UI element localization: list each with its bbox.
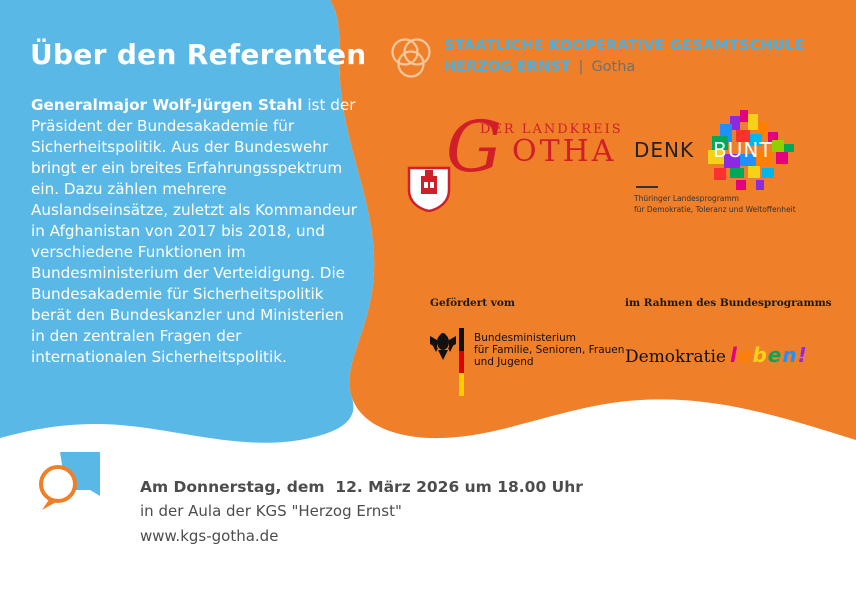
leben-letter: ! bbox=[797, 343, 808, 367]
ministry-line-3: und Jugend bbox=[474, 356, 534, 368]
denk-word: DENK bbox=[634, 138, 695, 162]
speaker-bio-text: ist der Präsident der Bundesakademie für Sicherheitspolitik. Aus der Bundeswehr bringt er ein breites Erfahrungsspektrum ein. Dazu zählen mehrere Auslandseinsätze, zuletzt als Kommandeur in Afghanistan von 2017 bis 2018, und verschiedene Funktionen im Bundesministerium der Verteidigung. Die Bundesakademie für Sicherheitspolitik berät den Bundeskanzler und Ministerien in den zentralen Fragen der internationalen Sicherheitspolitik. bbox=[31, 96, 357, 366]
leben-word bbox=[730, 343, 808, 367]
ministry-line-2: für Familie, Senioren, Frauen bbox=[474, 344, 625, 356]
ministry-line-1: Bundesministerium bbox=[474, 332, 576, 344]
school-short-name: HERZOG ERNST bbox=[444, 59, 571, 75]
page-title: Über den Referenten bbox=[30, 38, 367, 71]
school-name-line: STAATLICHE KOOPERATIVE GESAMTSCHULE bbox=[444, 38, 805, 54]
website-link[interactable]: www.kgs-gotha.de bbox=[140, 527, 279, 545]
leben-letter: e bbox=[737, 343, 753, 367]
leben-letter: b bbox=[752, 343, 768, 367]
denkbunt-caption-1: Thüringer Landesprogramm bbox=[634, 194, 739, 203]
school-city: Gotha bbox=[591, 59, 636, 75]
school-separator: | bbox=[578, 59, 584, 75]
bunt-word: BUNT bbox=[713, 138, 773, 162]
leben-letter: n bbox=[782, 343, 798, 367]
funding-label: Gefördert vom bbox=[430, 297, 515, 309]
leben-text bbox=[730, 343, 808, 367]
leben-letter: l bbox=[730, 343, 738, 367]
school-subline bbox=[444, 59, 635, 75]
demokratie-word: Demokratie bbox=[625, 347, 726, 367]
ministry-name bbox=[474, 332, 624, 368]
denkbunt-rule bbox=[636, 186, 658, 188]
chat-bubbles-icon bbox=[36, 450, 102, 514]
german-flag-bar bbox=[459, 328, 464, 396]
event-venue: in der Aula der KGS "Herzog Ernst" bbox=[140, 502, 402, 520]
school-rings-logo bbox=[386, 36, 436, 82]
landkreis-label: DER LANDKREIS bbox=[480, 122, 623, 137]
landkreis-name: OTHA bbox=[512, 134, 617, 169]
event-date: Am Donnerstag, dem 12. März 2026 um 18.00 Uhr bbox=[140, 478, 583, 496]
denkbunt-caption-2: für Demokratie, Toleranz und Weltoffenheit bbox=[634, 205, 796, 214]
speaker-bio bbox=[31, 95, 361, 368]
federal-eagle-icon bbox=[428, 330, 458, 364]
leben-letter: e bbox=[767, 343, 783, 367]
program-label: im Rahmen des Bundesprogramms bbox=[625, 297, 832, 309]
landkreis-initial: G bbox=[446, 106, 502, 188]
speaker-name: Generalmajor Wolf-Jürgen Stahl bbox=[31, 96, 303, 114]
